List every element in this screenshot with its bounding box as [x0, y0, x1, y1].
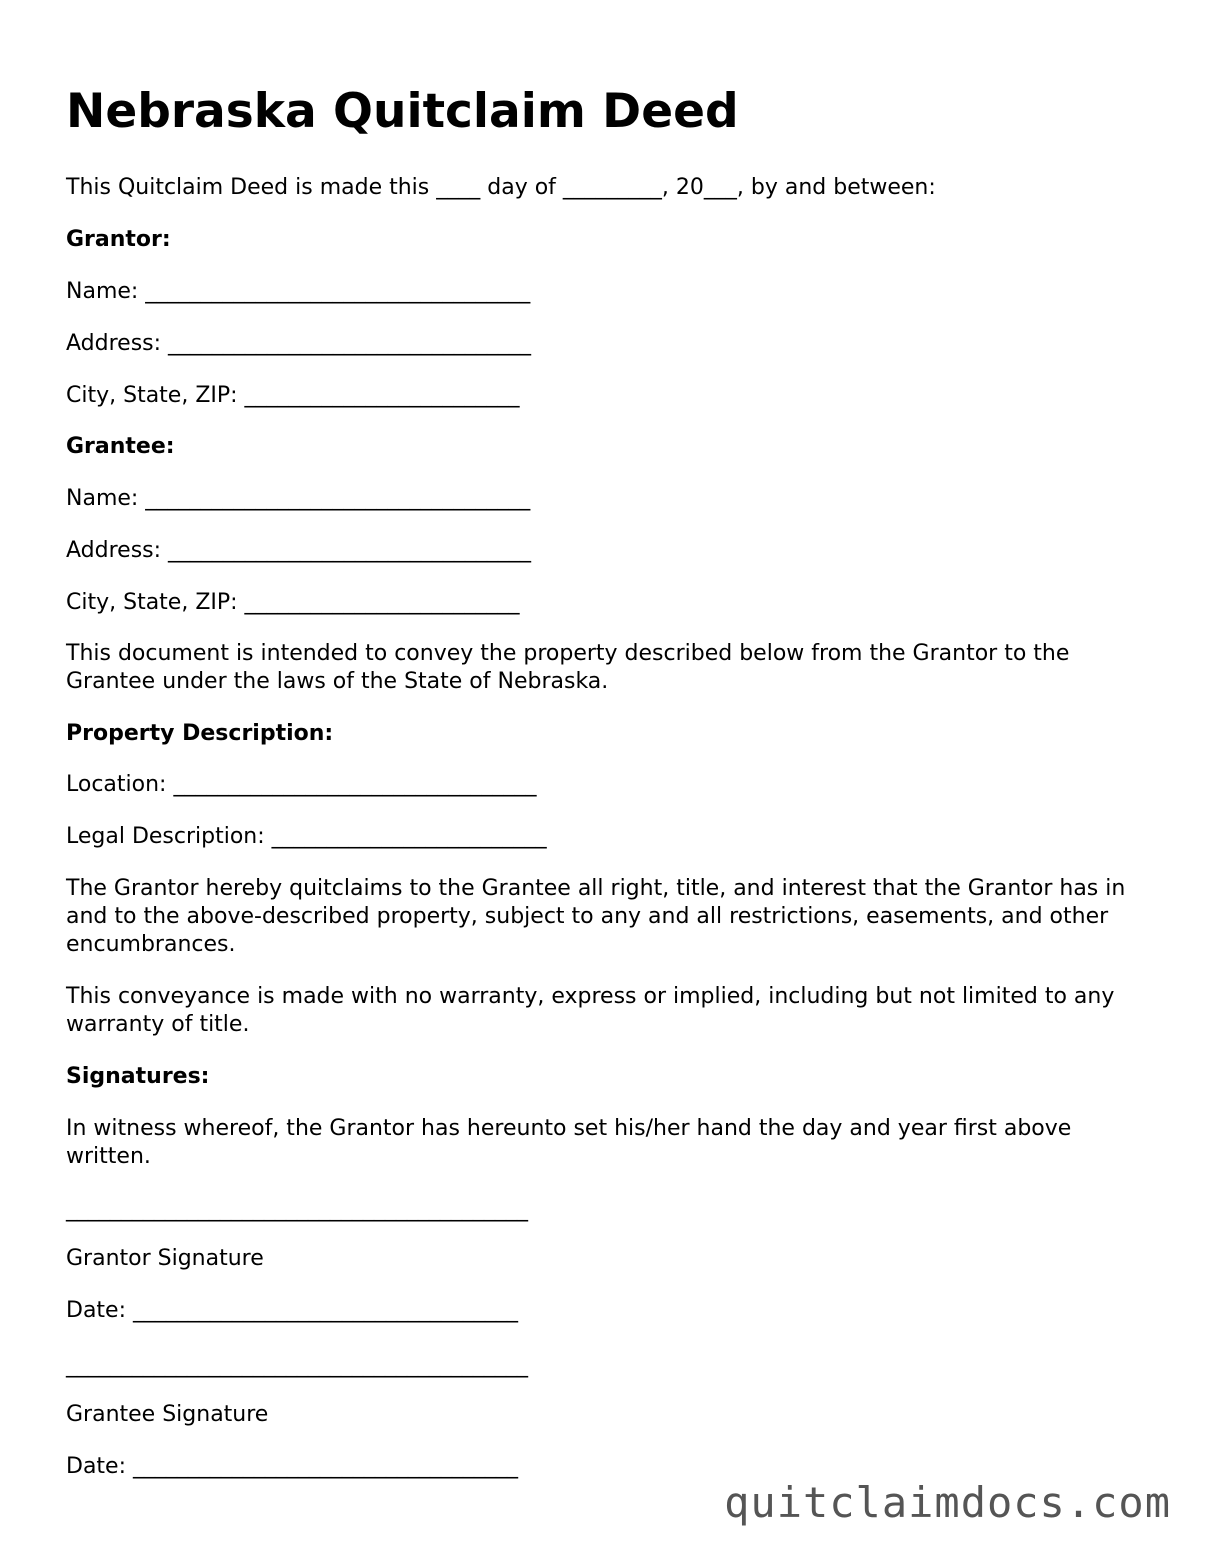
property-legal-field[interactable]: Legal Description: _________________________ [66, 824, 547, 849]
signatures-heading: Signatures: [66, 1064, 210, 1089]
warranty-paragraph: This conveyance is made with no warranty, express or implied, including but not limited to any warranty of title. [66, 984, 1115, 1037]
grantee-address-field[interactable]: Address: _________________________________ [66, 538, 532, 563]
grantee-heading: Grantee: [66, 434, 175, 459]
property-heading: Property Description: [66, 721, 334, 746]
grantee-city-field[interactable]: City, State, ZIP: _________________________ [66, 590, 520, 615]
watermark-text: quitclaimdocs.com [724, 1478, 1171, 1527]
grantor-signature-label: Grantor Signature [66, 1246, 264, 1271]
quitclaim-paragraph: The Grantor hereby quitclaims to the Grantee all right, title, and interest that the Grantor has in and to the above-described property, subject to any and all restrictions, easements, and other encumbrances. [66, 876, 1126, 957]
grantor-name-field[interactable]: Name: ___________________________________ [66, 279, 531, 304]
grantor-address-field[interactable]: Address: _________________________________ [66, 331, 532, 356]
grantee-signature-line[interactable]: __________________________________________ [66, 1353, 528, 1378]
convey-paragraph: This document is intended to convey the property described below from the Grantor to the Grantee under the laws of the State of Nebraska. [66, 641, 1070, 694]
intro-line: This Quitclaim Deed is made this ____ day of _________, 20___, by and between: [66, 175, 936, 200]
document-title: Nebraska Quitclaim Deed [66, 84, 739, 139]
property-location-field[interactable]: Location: _________________________________ [66, 772, 537, 797]
grantor-heading: Grantor: [66, 227, 171, 252]
grantee-date-field[interactable]: Date: ___________________________________ [66, 1454, 518, 1479]
grantee-name-field[interactable]: Name: ___________________________________ [66, 486, 531, 511]
grantor-city-field[interactable]: City, State, ZIP: _________________________ [66, 383, 520, 408]
grantor-date-field[interactable]: Date: ___________________________________ [66, 1298, 518, 1323]
grantor-signature-line[interactable]: __________________________________________ [66, 1197, 528, 1222]
grantee-signature-label: Grantee Signature [66, 1402, 269, 1427]
witness-paragraph: In witness whereof, the Grantor has hereunto set his/her hand the day and year first above written. [66, 1116, 1072, 1169]
